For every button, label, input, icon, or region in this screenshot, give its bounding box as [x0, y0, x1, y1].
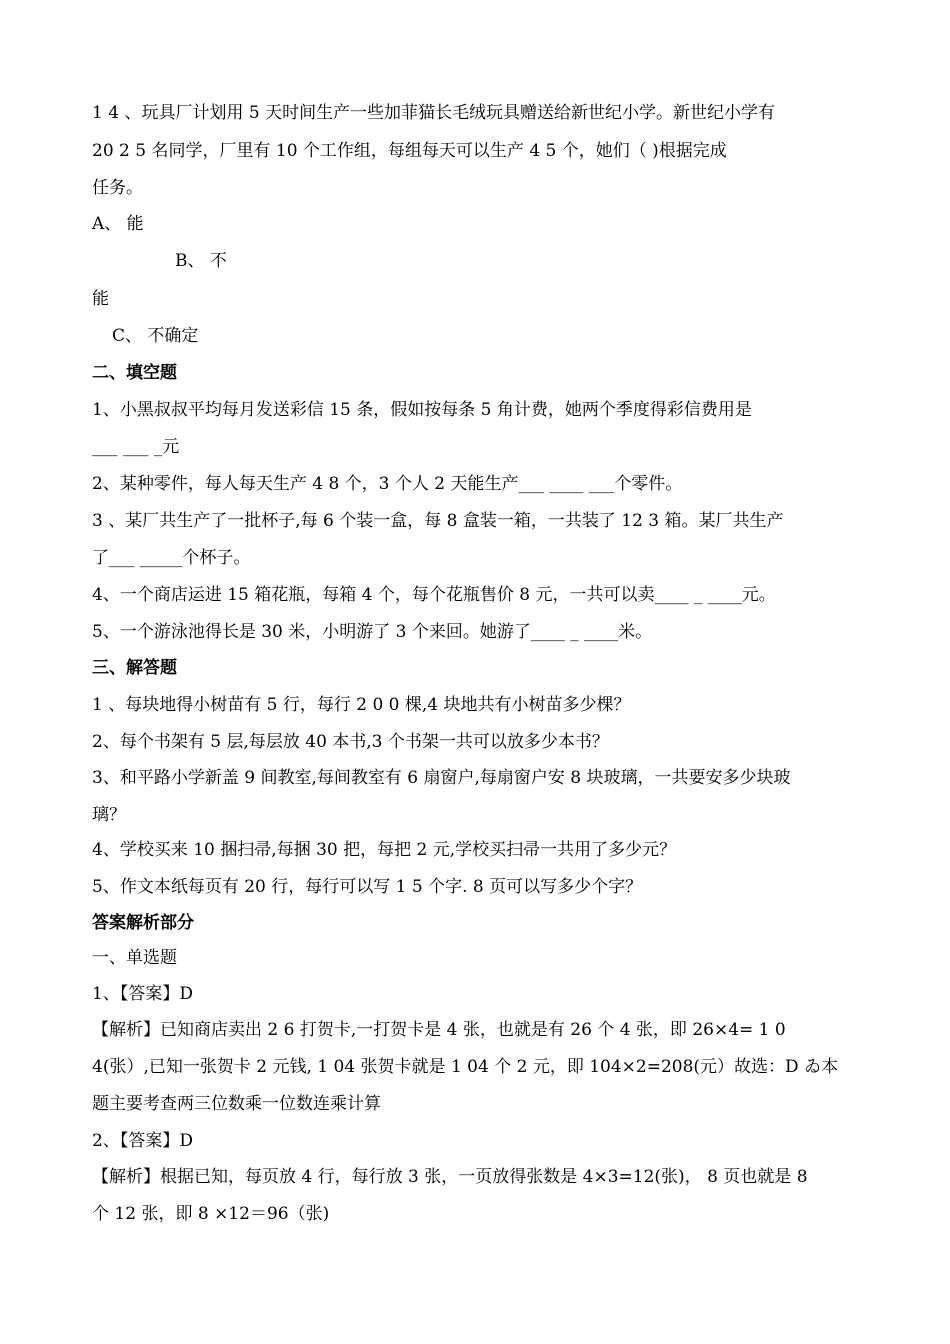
subheading-single-choice: 一、单选题	[92, 948, 177, 968]
analysis-2-line-1: 【解析】根据已知，每页放 4 行，每行放 3 张，一页放得张数是 4×3=12(张)， 8 页也就是 8	[92, 1167, 808, 1187]
q14-line-1: 1 4 、玩具厂计划用 5 天时间生产一些加菲猫长毛绒玩具赠送给新世纪小学。新世纪小学有	[92, 103, 776, 123]
fill-q3-line-2: 了___ _____个杯子。	[92, 548, 251, 568]
fill-q3-line-1: 3 、某厂共生产了一批杯子,每 6 个装一盒，每 8 盒装一箱，一共装了 12 3 箱。某厂共生产	[92, 511, 784, 531]
answer-2-label: 2、【答案】D	[92, 1131, 193, 1151]
answer-q1: 1 、每块地得小树苗有 5 行，每行 2 0 0 棵,4 块地共有小树苗多少棵？	[92, 695, 631, 715]
fill-q1-line-1: 1、小黑叔叔平均每月发送彩信 15 条，假如按每条 5 角计费，她两个季度得彩信费用是	[92, 400, 752, 420]
fill-q1-line-2: ___ ___ _元	[92, 437, 180, 457]
section-heading-fill-blank: 二、填空题	[92, 363, 177, 383]
q14-line-2: 20 2 5 名同学，厂里有 10 个工作组，每组每天可以生产 4 5 个，她们（ )根据完成	[92, 141, 727, 161]
analysis-1-line-2: 4(张）,已知一张贺卡 2 元钱, 1 04 张贺卡就是 1 04 个 2 元，即 104×2=208(元）故选：D ゐ本	[92, 1057, 839, 1077]
fill-q2: 2、某种零件，每人每天生产 4 8 个，3 个人 2 天能生产___ ____ ___个零件。	[92, 474, 683, 494]
analysis-1-line-3: 题主要考查两三位数乘一位数连乘计算	[92, 1094, 381, 1114]
answer-q2: 2、每个书架有 5 层,每层放 40 本书,3 个书架一共可以放多少本书？	[92, 732, 609, 752]
q14-option-b-wrap: 能	[92, 289, 109, 309]
q14-line-3: 任务。	[92, 178, 143, 198]
q14-option-c: C、 不确定	[112, 326, 199, 346]
answer-1-label: 1、【答案】D	[92, 984, 193, 1004]
answer-q5: 5、作文本纸每页有 20 行，每行可以写 1 5 个字. 8 页可以写多少个字？	[92, 877, 643, 897]
q14-option-b: B、 不	[175, 251, 227, 271]
fill-q5: 5、一个游泳池得长是 30 米，小明游了 3 个来回。她游了____ _ ____米。	[92, 622, 653, 642]
analysis-1-line-1: 【解析】已知商店卖出 2 6 打贺卡,一打贺卡是 4 张，也就是有 26 个 4 张，即 26×4= 1 0	[92, 1020, 786, 1040]
answer-q3-line-1: 3、和平路小学新盖 9 间教室,每间教室有 6 扇窗户,每扇窗户安 8 块玻璃，一共要安多少块玻	[92, 768, 791, 788]
answer-q4: 4、学校买来 10 捆扫帚,每捆 30 把，每把 2 元,学校买扫帚一共用了多少元？	[92, 840, 677, 860]
q14-option-a: A、 能	[92, 214, 144, 234]
fill-q4: 4、一个商店运进 15 箱花瓶，每箱 4 个，每个花瓶售价 8 元，一共可以卖____ _ ____元。	[92, 585, 776, 605]
section-heading-answer-analysis: 答案解析部分	[92, 913, 194, 933]
analysis-2-line-2: 个 12 张，即 8 ×12＝96（张)	[92, 1204, 330, 1224]
answer-q3-line-2: 璃？	[92, 805, 126, 825]
section-heading-answer-questions: 三、解答题	[92, 658, 177, 678]
